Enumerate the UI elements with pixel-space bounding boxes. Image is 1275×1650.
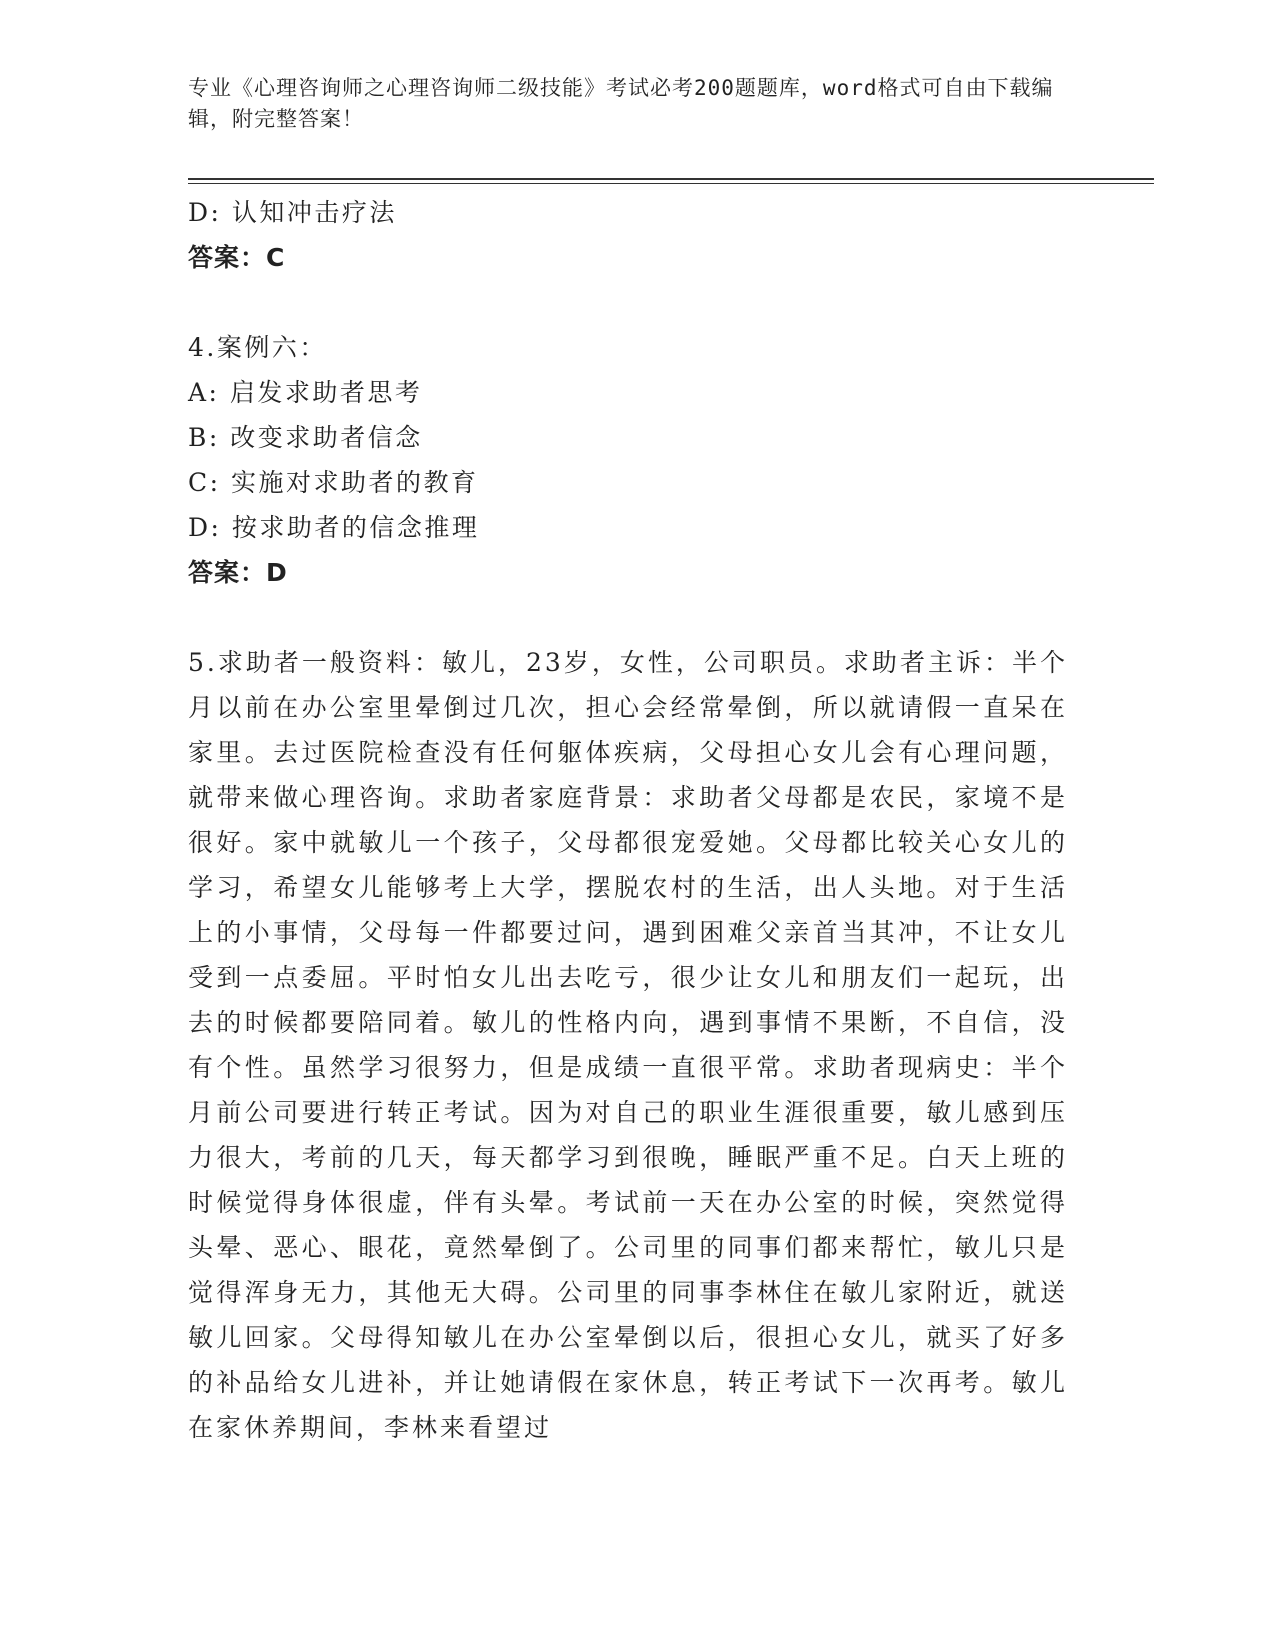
q5-case-text: 5.求助者一般资料：敏儿，23岁，女性，公司职员。求助者主诉：半个月以前在办公室里晕倒过几次，担心会经常晕倒，所以就请假一直呆在家里。去过医院检查没有任何躯体疾病，父母担心女儿会有心理问题，就带来做心理咨询。求助者家庭背景：求助者父母都是农民，家境不是很好。家中就敏儿一个孩子，父母都很宠爱她。父母都比较关心女儿的学习，希望女儿能够考上大学，摆脱农村的生活，出人头地。对于生活上的小事情，父母每一件都要过问，遇到困难父亲首当其冲，不让女儿受到一点委屈。平时怕女儿出去吃亏，很少让女儿和朋友们一起玩，出去的时候都要陪同着。敏儿的性格内向，遇到事情不果断，不自信，没有个性。虽然学习很努力，但是成绩一直很平常。求助者现病史：半个月前公司要进行转正考试。因为对自己的职业生涯很重要，敏儿感到压力很大，考前的几天，每天都学习到很晚，睡眠严重不足。白天上班的时候觉得身体很虚，伴有头晕。考试前一天在办公室的时候，突然觉得头晕、恶心、眼花，竟然晕倒了。公司里的同事们都来帮忙，敏儿只是觉得浑身无力，其他无大碍。公司里的同事李林住在敏儿家附近，就送敏儿回家。父母得知敏儿在办公室晕倒以后，很担心女儿，就买了好多的补品给女儿进补，并让她请假在家休息，转正考试下一次再考。敏儿在家休养期间，李林来看望过 bbox=[188, 648, 1068, 1442]
q4-answer: 答案：D bbox=[188, 558, 288, 587]
document-body bbox=[188, 190, 1068, 1450]
header-divider-thick bbox=[188, 178, 1154, 180]
q4-option-d: D: 按求助者的信念推理 bbox=[188, 513, 480, 542]
header-divider-thin bbox=[188, 183, 1154, 184]
spacer bbox=[188, 595, 1068, 640]
document-header: 专业《心理咨询师之心理咨询师二级技能》考试必考200题题库，word格式可自由下载编辑，附完整答案！ bbox=[188, 76, 1054, 131]
q3-option-d: D: 认知冲击疗法 bbox=[188, 198, 397, 227]
q4-option-a: A: 启发求助者思考 bbox=[188, 378, 423, 407]
q4-question: 4.案例六： bbox=[188, 333, 327, 362]
q4-option-b: B: 改变求助者信念 bbox=[188, 423, 423, 452]
q4-option-c: C: 实施对求助者的教育 bbox=[188, 468, 479, 497]
spacer bbox=[188, 280, 1068, 325]
q3-answer: 答案：C bbox=[188, 243, 286, 272]
